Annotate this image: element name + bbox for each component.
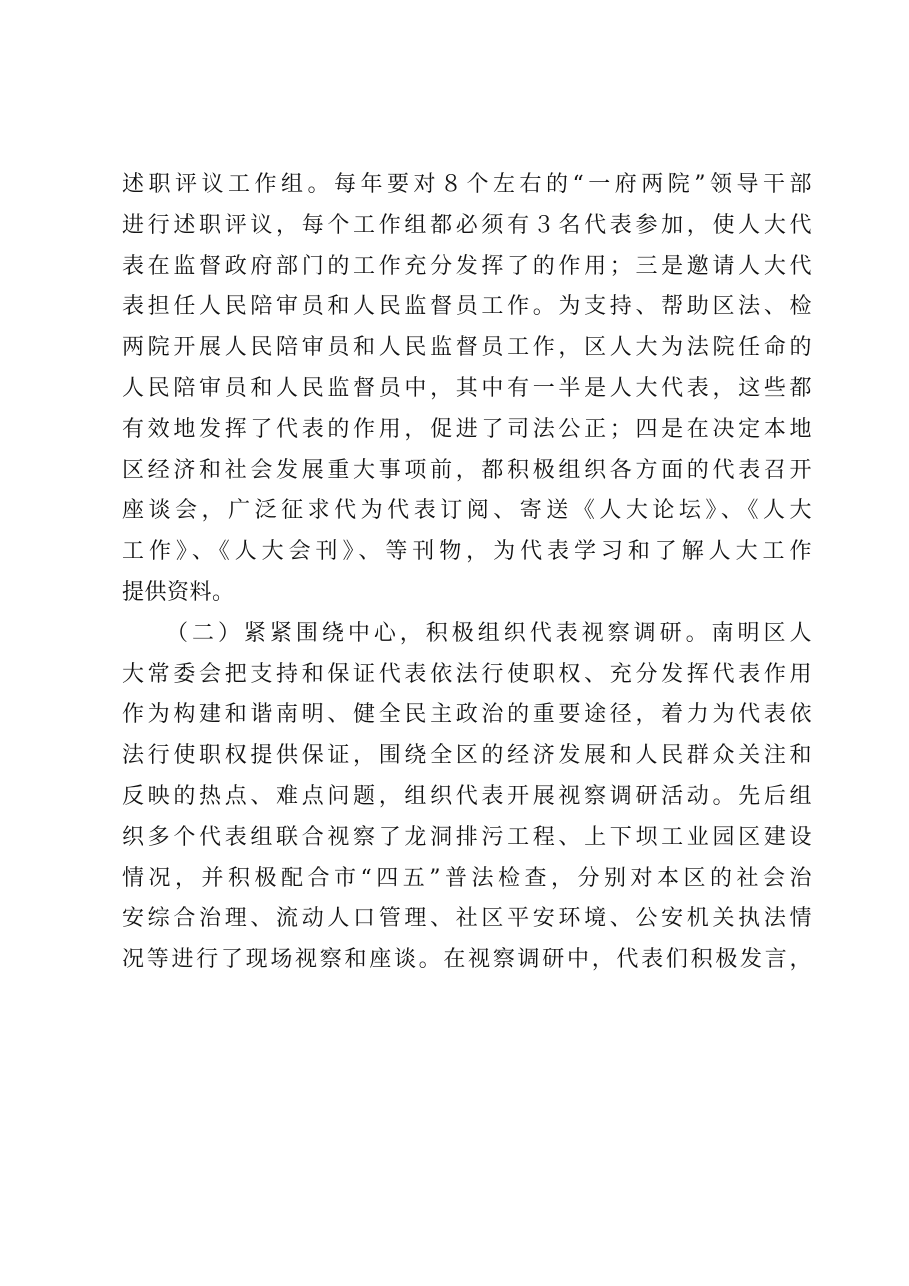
text-line: 人民陪审员和人民监督员中，其中有一半是人大代表，这些都 [122,375,812,401]
text-line: 法行使职权提供保证，围绕全区的经济发展和人民群众关注和 [122,743,812,769]
text-line: 提供资料。 [122,579,235,605]
paragraph-heading-line: （二）紧紧围绕中心，积极组织代表视察调研。南明区人 [166,620,812,646]
text-line: 安综合治理、流动人口管理、社区平安环境、公安机关执法情 [122,906,812,932]
text-line: 两院开展人民陪审员和人民监督员工作，区人大为法院任命的 [122,335,812,361]
text-line: 工作》、《人大会刊》、等刊物，为代表学习和了解人大工作 [122,539,812,565]
text-line: 大常委会把支持和保证代表依法行使职权、充分发挥代表作用 [122,661,812,687]
text-line: 有效地发挥了代表的作用，促进了司法公正；四是在决定本地 [122,416,812,442]
text-line: 况等进行了现场视察和座谈。在视察调研中，代表们积极发言， [122,947,812,973]
body-text [122,165,812,981]
text-line: 进行述职评议，每个工作组都必须有３名代表参加，使人大代 [122,212,812,238]
text-line: 作为构建和谐南明、健全民主政治的重要途径，着力为代表依 [122,702,812,728]
text-line: 表担任人民陪审员和人民监督员工作。为支持、帮助区法、检 [122,294,812,320]
text-line: 织多个代表组联合视察了龙洞排污工程、上下坝工业园区建设 [122,824,812,850]
text-line: 表在监督政府部门的工作充分发挥了的作用；三是邀请人大代 [122,253,812,279]
text-line: 述职评议工作组。每年要对８个左右的“一府两院”领导干部 [122,172,812,197]
text-line: 反映的热点、难点问题，组织代表开展视察调研活动。先后组 [122,783,812,809]
text-line: 座谈会，广泛征求代为代表订阅、寄送《人大论坛》、《人大 [122,498,812,524]
text-line: 区经济和社会发展重大事项前，都积极组织各方面的代表召开 [122,457,812,483]
text-line: 情况，并积极配合市“四五”普法检查，分别对本区的社会治 [122,865,812,891]
